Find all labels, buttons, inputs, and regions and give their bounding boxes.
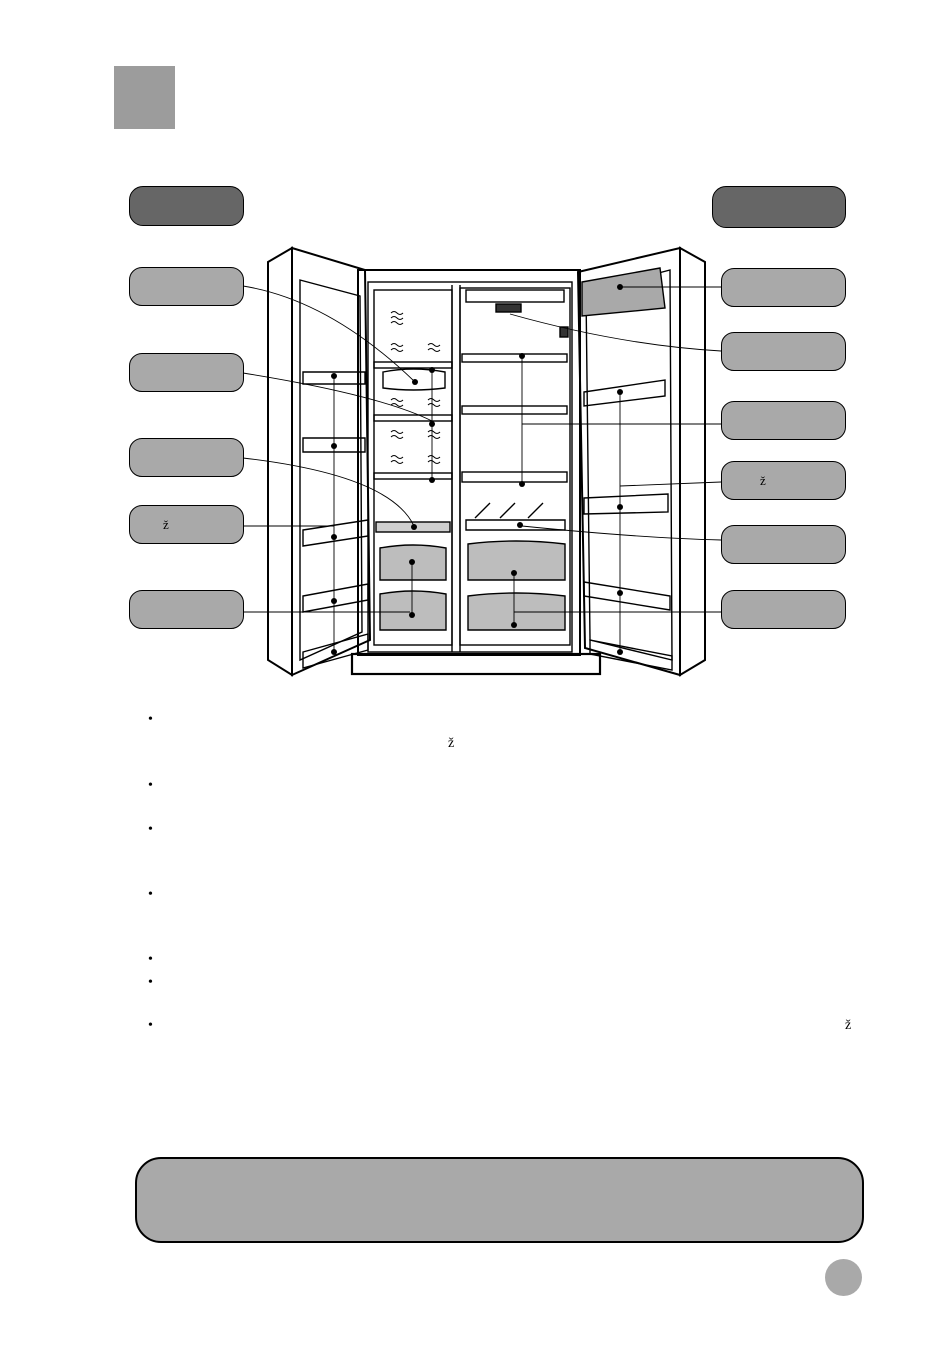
fridge-shelf-1 xyxy=(462,354,567,362)
fridge-shelf-3 xyxy=(462,472,567,482)
fridge-door-bin-4 xyxy=(590,640,672,670)
freezer-shelf-2 xyxy=(374,415,452,421)
fridge-door-bin-1 xyxy=(584,380,665,406)
fridge-door-liner xyxy=(586,270,672,660)
callout-right-4-text: ž xyxy=(760,472,766,488)
bullet-dot: • xyxy=(148,975,153,990)
control-panel-icon xyxy=(496,304,521,312)
fridge-base xyxy=(352,654,600,674)
bullet-dot: • xyxy=(148,952,153,967)
callout-left-4-text: ž xyxy=(163,516,169,532)
fridge-door-edge xyxy=(680,248,705,675)
bullet-dot: • xyxy=(148,778,153,793)
bullet-dot: • xyxy=(148,887,153,902)
note-box xyxy=(135,1157,864,1243)
freezer-shelf-1 xyxy=(374,362,452,368)
bullet-dot: • xyxy=(148,822,153,837)
freezer-wave-icons xyxy=(391,312,440,464)
bullet-dot: • xyxy=(148,712,153,727)
glass-hatching xyxy=(475,503,543,518)
fridge-door-dairy-compartment xyxy=(582,268,665,316)
fridge-compartment xyxy=(460,288,570,645)
fridge-light-panel xyxy=(466,290,564,302)
fridge-door-bin-2 xyxy=(584,494,668,514)
bullet-dot: • xyxy=(148,1018,153,1033)
bullet-1-glyph: ž xyxy=(448,736,455,751)
fridge-shelf-2 xyxy=(462,406,567,414)
freezer-drawer-2 xyxy=(380,591,446,630)
fridge-door-bin-3 xyxy=(584,582,670,610)
bullet-7-glyph: ž xyxy=(845,1018,852,1033)
page-number-badge xyxy=(825,1259,862,1296)
freezer-shelf-3 xyxy=(374,473,452,479)
